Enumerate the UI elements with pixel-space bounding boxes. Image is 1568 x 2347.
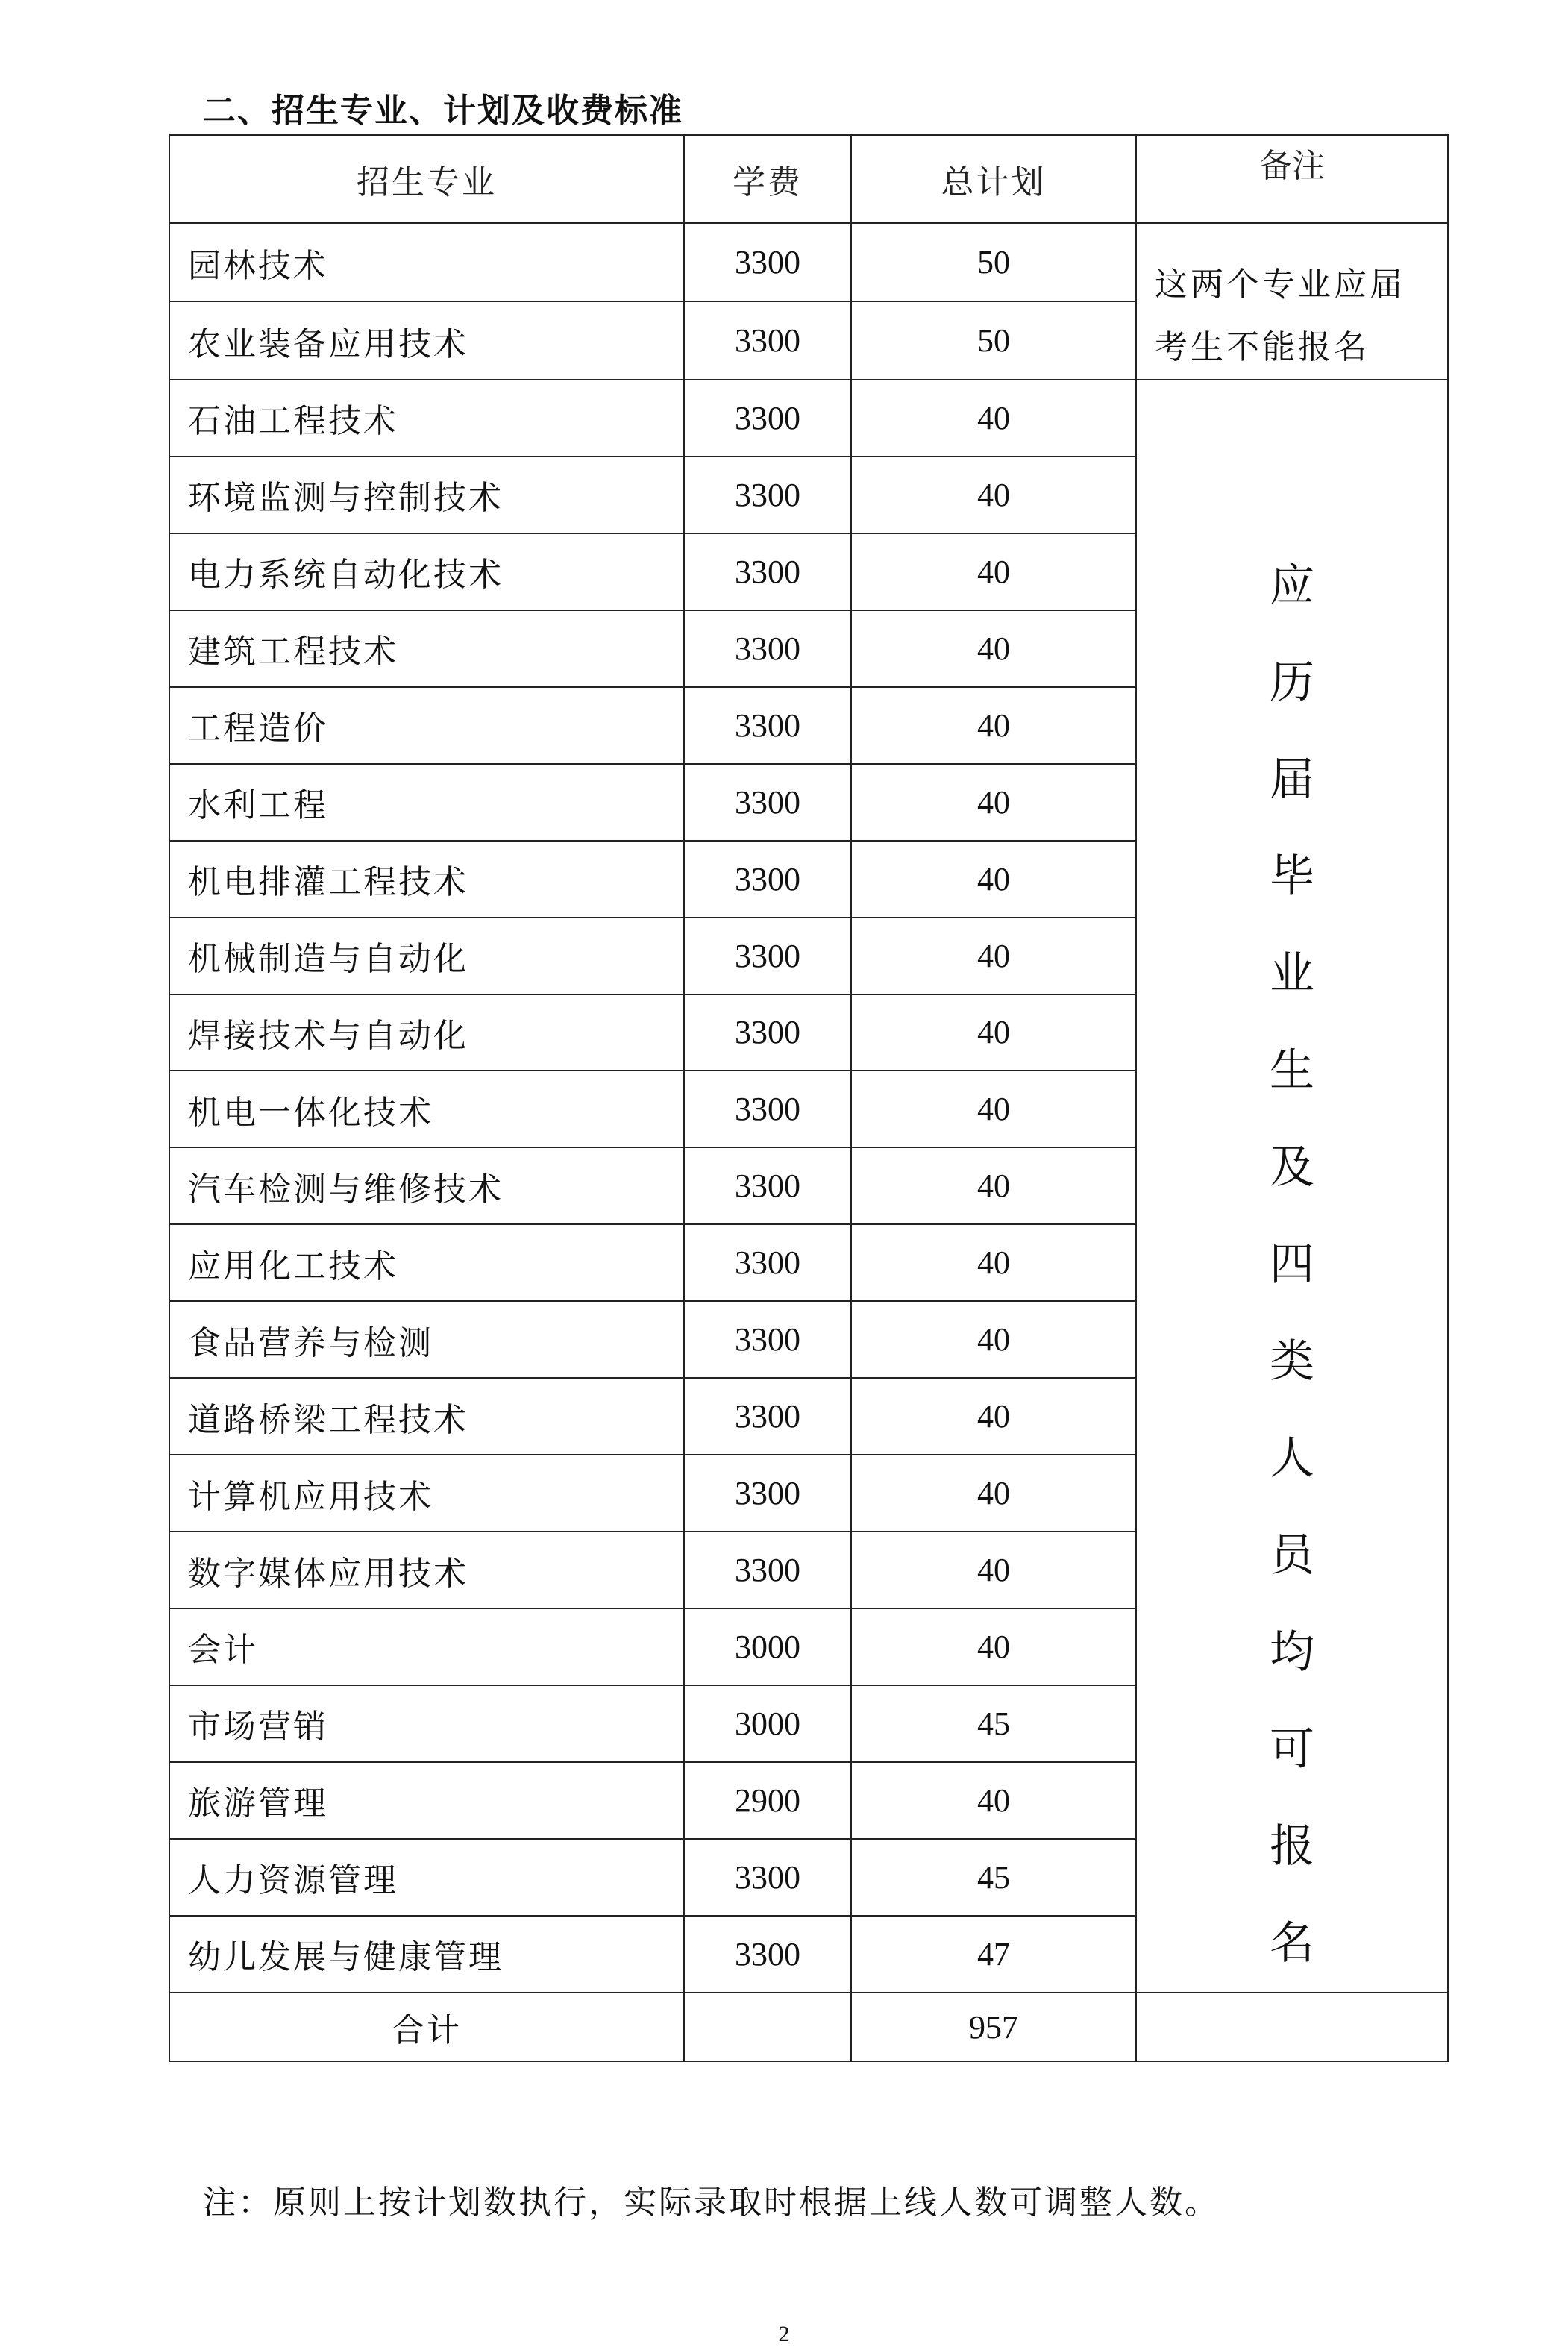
page-number: 2 — [778, 2322, 790, 2346]
major-cell: 道路桥梁工程技术 — [169, 1378, 684, 1455]
fee-cell: 3300 — [684, 1378, 851, 1455]
plan-cell: 40 — [851, 457, 1136, 533]
note-char: 及 — [1270, 1141, 1314, 1194]
fee-cell: 2900 — [684, 1762, 851, 1839]
note-char: 均 — [1270, 1626, 1314, 1679]
plan-cell: 40 — [851, 1378, 1136, 1455]
fee-cell: 3300 — [684, 1147, 851, 1224]
major-cell: 建筑工程技术 — [169, 610, 684, 687]
header-plan: 总计划 — [851, 135, 1136, 223]
major-cell: 焊接技术与自动化 — [169, 994, 684, 1071]
plan-cell: 50 — [851, 223, 1136, 301]
plan-cell: 40 — [851, 1071, 1136, 1147]
footnote: 注：原则上按计划数执行，实际录取时根据上线人数可调整人数。 — [203, 2184, 1220, 2222]
major-cell: 市场营销 — [169, 1685, 684, 1762]
major-cell: 应用化工技术 — [169, 1224, 684, 1301]
enrollment-table-body — [169, 135, 1448, 2061]
fee-cell: 3300 — [684, 764, 851, 841]
plan-cell: 40 — [851, 1608, 1136, 1685]
table-header-row — [169, 135, 1448, 223]
major-cell: 机械制造与自动化 — [169, 918, 684, 994]
plan-cell: 47 — [851, 1916, 1136, 1993]
total-plan: 957 — [851, 1993, 1136, 2061]
major-cell: 工程造价 — [169, 687, 684, 764]
fee-cell: 3300 — [684, 457, 851, 533]
plan-cell: 40 — [851, 610, 1136, 687]
note-char: 四 — [1270, 1238, 1314, 1291]
note-char: 人 — [1270, 1432, 1314, 1485]
fee-cell: 3300 — [684, 301, 851, 380]
total-row — [169, 1993, 1448, 2061]
header-note: 备注 — [1136, 135, 1448, 223]
major-cell: 环境监测与控制技术 — [169, 457, 684, 533]
fee-cell: 3300 — [684, 223, 851, 301]
note-group2-cell — [1136, 380, 1448, 1993]
major-cell: 电力系统自动化技术 — [169, 533, 684, 610]
plan-cell: 40 — [851, 380, 1136, 457]
fee-cell: 3300 — [684, 1455, 851, 1532]
major-cell: 会计 — [169, 1608, 684, 1685]
enrollment-table — [169, 134, 1449, 2062]
note-char: 员 — [1270, 1529, 1314, 1582]
major-cell: 人力资源管理 — [169, 1839, 684, 1916]
major-cell: 机电一体化技术 — [169, 1071, 684, 1147]
fee-cell: 3300 — [684, 610, 851, 687]
major-cell: 数字媒体应用技术 — [169, 1532, 684, 1608]
total-label: 合计 — [169, 1993, 684, 2061]
total-fee-empty — [684, 1993, 851, 2061]
note-group1-cell: 这两个专业应届考生不能报名 — [1136, 223, 1448, 380]
plan-cell: 50 — [851, 301, 1136, 380]
fee-cell: 3300 — [684, 1071, 851, 1147]
major-cell: 食品营养与检测 — [169, 1301, 684, 1378]
plan-cell: 40 — [851, 1455, 1136, 1532]
plan-cell: 40 — [851, 1301, 1136, 1378]
fee-cell: 3300 — [684, 1916, 851, 1993]
major-cell: 计算机应用技术 — [169, 1455, 684, 1532]
fee-cell: 3000 — [684, 1685, 851, 1762]
note-char: 生 — [1270, 1044, 1314, 1097]
plan-cell: 40 — [851, 994, 1136, 1071]
note-char: 历 — [1270, 657, 1314, 709]
note-char: 毕 — [1270, 850, 1314, 903]
fee-cell: 3300 — [684, 687, 851, 764]
major-cell: 石油工程技术 — [169, 380, 684, 457]
fee-cell: 3000 — [684, 1608, 851, 1685]
major-cell: 幼儿发展与健康管理 — [169, 1916, 684, 1993]
fee-cell: 3300 — [684, 841, 851, 918]
major-cell: 旅游管理 — [169, 1762, 684, 1839]
fee-cell: 3300 — [684, 380, 851, 457]
fee-cell: 3300 — [684, 1532, 851, 1608]
major-cell: 汽车检测与维修技术 — [169, 1147, 684, 1224]
plan-cell: 40 — [851, 764, 1136, 841]
plan-cell: 40 — [851, 1762, 1136, 1839]
plan-cell: 40 — [851, 687, 1136, 764]
vertical-note — [1137, 380, 1447, 1992]
fee-cell: 3300 — [684, 533, 851, 610]
plan-cell: 45 — [851, 1839, 1136, 1916]
plan-cell: 40 — [851, 1224, 1136, 1301]
plan-cell: 40 — [851, 1532, 1136, 1608]
header-fee: 学费 — [684, 135, 851, 223]
note-char: 业 — [1270, 947, 1314, 1000]
plan-cell: 45 — [851, 1685, 1136, 1762]
note-char: 名 — [1270, 1917, 1314, 1970]
fee-cell: 3300 — [684, 918, 851, 994]
total-note-empty — [1136, 1993, 1448, 2061]
fee-cell: 3300 — [684, 1839, 851, 1916]
fee-cell: 3300 — [684, 994, 851, 1071]
major-cell: 水利工程 — [169, 764, 684, 841]
fee-cell: 3300 — [684, 1224, 851, 1301]
major-cell: 园林技术 — [169, 223, 684, 301]
fee-cell: 3300 — [684, 1301, 851, 1378]
major-cell: 机电排灌工程技术 — [169, 841, 684, 918]
table-row — [169, 223, 1448, 301]
plan-cell: 40 — [851, 841, 1136, 918]
table-row — [169, 380, 1448, 457]
note-char: 可 — [1270, 1723, 1314, 1776]
section-heading: 二、招生专业、计划及收费标准 — [203, 92, 683, 130]
plan-cell: 40 — [851, 918, 1136, 994]
note-char: 报 — [1270, 1820, 1314, 1873]
major-cell: 农业装备应用技术 — [169, 301, 684, 380]
plan-cell: 40 — [851, 1147, 1136, 1224]
header-major: 招生专业 — [169, 135, 684, 223]
note-char: 类 — [1270, 1335, 1314, 1388]
plan-cell: 40 — [851, 533, 1136, 610]
note-char: 应 — [1270, 560, 1314, 612]
note-char: 届 — [1270, 753, 1314, 806]
